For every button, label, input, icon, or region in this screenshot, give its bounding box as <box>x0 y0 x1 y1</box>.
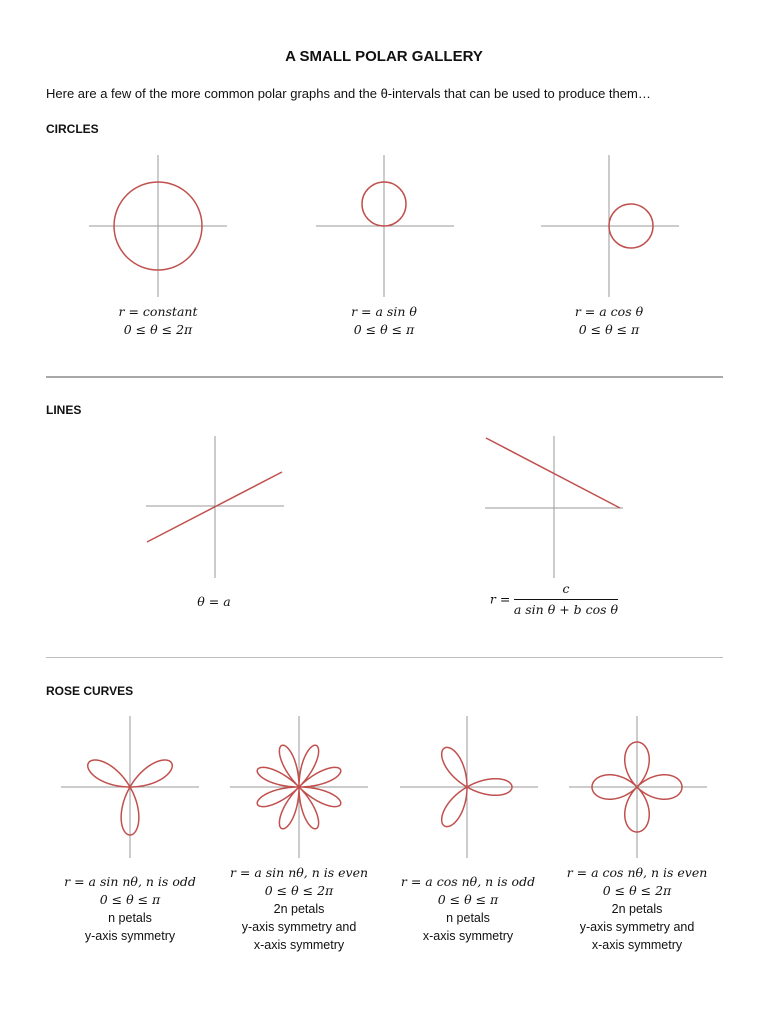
caption-line-theta <box>134 593 294 611</box>
graph-circle-constant <box>89 155 227 297</box>
fraction-numerator: c <box>514 580 618 600</box>
petal-count: n petals <box>446 911 490 925</box>
caption-rose-cos-even <box>552 864 722 954</box>
interval: 0 ≤ θ ≤ 2π <box>264 883 334 898</box>
section-heading-lines: LINES <box>46 403 82 417</box>
graph-line-theta <box>146 436 284 578</box>
petal-count: 2n petals <box>611 902 663 916</box>
equation-lhs: r = <box>489 591 511 607</box>
graph-circle-cos <box>541 155 679 297</box>
symmetry: x-axis symmetry <box>591 938 683 952</box>
interval: 0 ≤ θ ≤ 2π <box>602 883 672 898</box>
caption-circle-sin <box>304 303 464 339</box>
caption-rose-cos-odd <box>383 873 553 945</box>
equation-fraction <box>514 580 618 619</box>
equation: r = constant <box>118 304 198 319</box>
section-heading-circles: CIRCLES <box>46 122 99 136</box>
fraction-denominator: a sin θ + b cos θ <box>513 602 619 617</box>
petal-count: n petals <box>108 911 152 925</box>
interval: 0 ≤ θ ≤ π <box>578 322 640 337</box>
graph-rose-sin-even <box>230 716 368 858</box>
caption-rose-sin-odd <box>45 873 215 945</box>
symmetry: x-axis symmetry <box>422 929 514 943</box>
symmetry: y-axis symmetry and <box>241 920 357 934</box>
line-curve <box>486 438 620 508</box>
interval: 0 ≤ θ ≤ π <box>437 892 499 907</box>
interval: 0 ≤ θ ≤ 2π <box>123 322 193 337</box>
graph-line-r <box>485 436 623 578</box>
intro-text: Here are a few of the more common polar graphs and the θ-intervals that can be used to produce them… <box>46 86 651 101</box>
equation: r = a cos θ <box>574 304 644 319</box>
graph-circle-sin <box>316 155 454 297</box>
graph-rose-cos-even <box>569 716 707 858</box>
equation: r = a cos nθ, n is even <box>566 865 708 880</box>
caption-circle-constant <box>78 303 238 339</box>
symmetry: y-axis symmetry and <box>579 920 695 934</box>
graph-rose-sin-odd <box>61 716 199 858</box>
symmetry: x-axis symmetry <box>253 938 345 952</box>
caption-circle-cos <box>529 303 689 339</box>
section-divider <box>46 376 723 378</box>
equation: θ = a <box>197 594 231 609</box>
equation: r = a cos nθ, n is odd <box>400 874 536 889</box>
symmetry: y-axis symmetry <box>84 929 176 943</box>
caption-line-r <box>464 580 644 619</box>
graph-rose-cos-odd <box>400 716 538 858</box>
petal-count: 2n petals <box>273 902 325 916</box>
equation: r = a sin nθ, n is odd <box>64 874 196 889</box>
interval: 0 ≤ θ ≤ π <box>99 892 161 907</box>
caption-rose-sin-even <box>214 864 384 954</box>
equation: r = a sin nθ, n is even <box>229 865 369 880</box>
section-heading-rose-curves: ROSE CURVES <box>46 684 134 698</box>
section-divider <box>46 657 723 658</box>
equation: r = a sin θ <box>351 304 417 319</box>
page-title: A SMALL POLAR GALLERY <box>285 48 483 65</box>
interval: 0 ≤ θ ≤ π <box>353 322 415 337</box>
